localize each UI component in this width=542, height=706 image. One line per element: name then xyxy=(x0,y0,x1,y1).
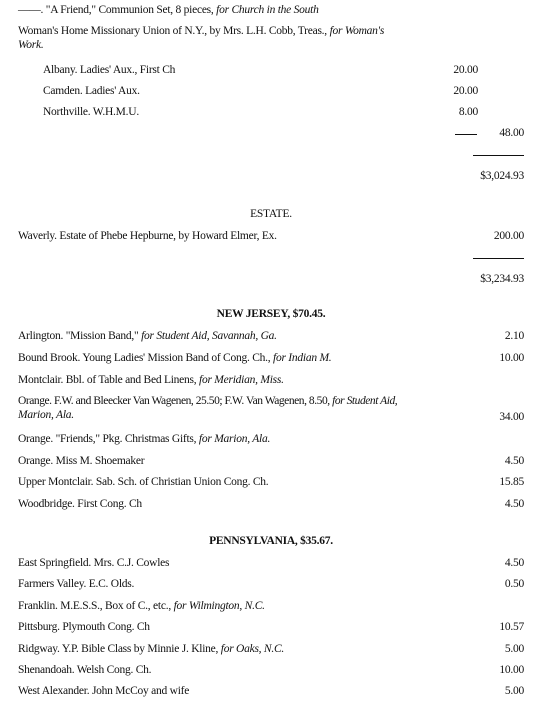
entry-shenandoah-amount: 10.00 xyxy=(499,664,524,676)
total-rule xyxy=(473,155,524,156)
entry-bound-brook xyxy=(18,352,331,364)
entry-text: Ridgway. Y.P. Bible Class by Minnie J. Kline, xyxy=(18,643,221,655)
section-heading-estate: ESTATE. xyxy=(250,208,292,220)
entry-text: Montclair. Bbl. of Table and Bed Linens, xyxy=(18,374,200,386)
entry-orange-van-wagenen-amount: 34.00 xyxy=(499,411,524,423)
entry-designation: for Marion, Ala. xyxy=(198,433,271,445)
entry-orange-van-wagenen-line1 xyxy=(18,395,397,407)
entry-text: Orange. "Friends," Pkg. Christmas Gifts, xyxy=(18,433,199,445)
entry-woodbridge-amount: 4.50 xyxy=(504,498,524,510)
entry-text: Woman's Home Missionary Union of N.Y., by Mrs. L.H. Cobb, Treas., xyxy=(18,25,330,37)
entry-designation: for Student Aid, Savannah, Ga. xyxy=(141,330,277,342)
sub-item-camden-amount: 20.00 xyxy=(453,85,478,97)
sub-item-albany-amount: 20.00 xyxy=(453,64,478,76)
entry-ridgway-amount: 5.00 xyxy=(504,643,524,655)
entry-orange-shoemaker: Orange. Miss M. Shoemaker xyxy=(18,455,145,467)
entry-shenandoah: Shenandoah. Welsh Cong. Ch. xyxy=(18,664,152,676)
entry-orange-van-wagenen-line2 xyxy=(18,409,74,421)
total-rule xyxy=(473,258,524,259)
entry-arlington xyxy=(18,330,277,342)
entry-designation: Marion, Ala. xyxy=(18,409,74,421)
entry-franklin xyxy=(18,600,265,612)
entry-whmu-line1 xyxy=(18,25,384,37)
entry-east-springfield: East Springfield. Mrs. C.J. Cowles xyxy=(18,557,170,569)
entry-designation: for Student Aid, xyxy=(332,395,398,407)
running-total: $3,234.93 xyxy=(480,273,524,285)
running-total: $3,024.93 xyxy=(480,170,524,182)
entry-farmers-valley-amount: 0.50 xyxy=(504,578,524,590)
entry-friend-communion-set xyxy=(18,4,319,16)
entry-woodbridge: Woodbridge. First Cong. Ch xyxy=(18,498,142,510)
entry-pittsburg: Pittsburg. Plymouth Cong. Ch xyxy=(18,621,150,633)
section-heading-pennsylvania: PENNSYLVANIA, $35.67. xyxy=(209,535,333,547)
entry-montclair xyxy=(18,374,284,386)
entry-text: Arlington. "Mission Band," xyxy=(18,330,142,342)
entry-designation: Work. xyxy=(18,39,44,51)
entry-upper-montclair: Upper Montclair. Sab. Sch. of Christian Union Cong. Ch. xyxy=(18,476,269,488)
entry-designation: for Oaks, N.C. xyxy=(220,643,285,655)
sub-item-northville-amount: 8.00 xyxy=(458,106,478,118)
entry-designation: for Indian M. xyxy=(273,352,332,364)
sub-item-northville: Northville. W.H.M.U. xyxy=(43,106,139,118)
entry-text: ——. "A Friend," Communion Set, 8 pieces, xyxy=(18,4,217,16)
entry-designation: for Meridian, Miss. xyxy=(199,374,284,386)
entry-west-alexander: West Alexander. John McCoy and wife xyxy=(18,685,190,697)
sub-item-albany: Albany. Ladies' Aux., First Ch xyxy=(43,64,176,76)
entry-farmers-valley: Farmers Valley. E.C. Olds. xyxy=(18,578,135,590)
entry-bound-brook-amount: 10.00 xyxy=(499,352,524,364)
entry-orange-friends xyxy=(18,433,270,445)
section-heading-new-jersey: NEW JERSEY, $70.45. xyxy=(216,308,326,320)
entry-west-alexander-amount: 5.00 xyxy=(504,685,524,697)
entry-ridgway xyxy=(18,643,284,655)
entry-text: Franklin. M.E.S.S., Box of C., etc., xyxy=(18,600,174,612)
subtotal-amount: 48.00 xyxy=(499,127,524,139)
entry-waverly-amount: 200.00 xyxy=(493,230,524,242)
entry-arlington-amount: 2.10 xyxy=(504,330,524,342)
entry-upper-montclair-amount: 15.85 xyxy=(499,476,524,488)
entry-designation: for Woman's xyxy=(329,25,385,37)
entry-east-springfield-amount: 4.50 xyxy=(504,557,524,569)
entry-text: Orange. F.W. and Bleecker Van Wagenen, 25.50; F.W. Van Wagenen, 8.50, xyxy=(18,395,333,407)
sub-item-camden: Camden. Ladies' Aux. xyxy=(43,85,140,97)
entry-pittsburg-amount: 10.57 xyxy=(499,621,524,633)
entry-whmu-line2 xyxy=(18,39,43,51)
entry-designation: for Wilmington, N.C. xyxy=(173,600,265,612)
entry-text: Bound Brook. Young Ladies' Mission Band of Cong. Ch., xyxy=(18,352,274,364)
entry-waverly-estate: Waverly. Estate of Phebe Hepburne, by Howard Elmer, Ex. xyxy=(18,230,277,242)
entry-orange-shoemaker-amount: 4.50 xyxy=(504,455,524,467)
entry-designation: for Church in the South xyxy=(216,4,319,16)
